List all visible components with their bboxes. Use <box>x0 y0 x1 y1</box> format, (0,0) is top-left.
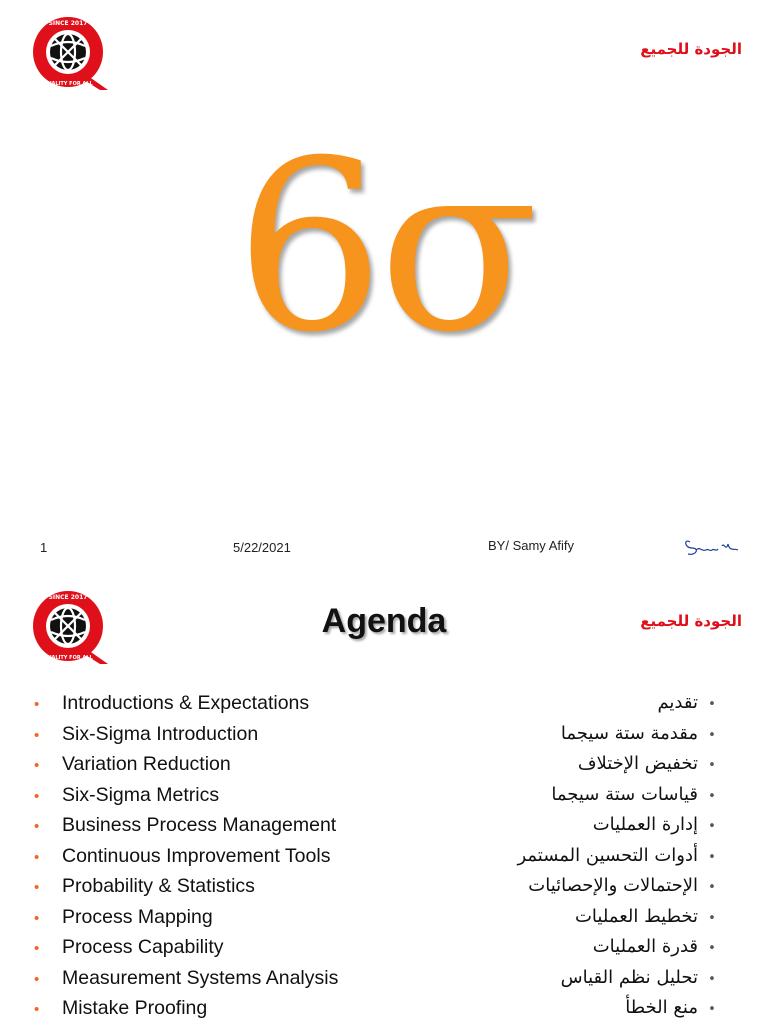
list-item <box>34 810 338 841</box>
agenda-item-ar: قياسات ستة سيجما <box>551 783 698 805</box>
agenda-item-ar: تخفيض الإختلاف <box>577 753 698 774</box>
bullet-icon: • <box>34 940 40 957</box>
agenda-item-ar: منع الخطأ <box>625 997 698 1018</box>
page-number: 1 <box>40 540 48 555</box>
agenda-item-ar: الإحتمالات والإحصائيات <box>528 875 698 896</box>
list-item <box>517 902 726 933</box>
agenda-list-arabic <box>517 688 726 1024</box>
bullet-icon: • <box>708 1002 716 1017</box>
six-sigma-headline: 6σ <box>235 111 533 384</box>
agenda-list-english <box>34 688 338 1024</box>
agenda-item-ar: إدارة العمليات <box>592 814 698 835</box>
agenda-item-ar: مقدمة ستة سيجما <box>560 722 698 744</box>
agenda-item-en: Process Mapping <box>62 905 213 928</box>
bullet-icon: • <box>34 787 40 805</box>
bullet-icon: • <box>708 758 716 773</box>
agenda-item-en: Introductions & Expectations <box>62 692 310 714</box>
bullet-icon: • <box>34 879 40 896</box>
bullet-icon: • <box>34 818 40 835</box>
bullet-icon: • <box>34 909 40 927</box>
bullet-icon: • <box>708 971 716 987</box>
agenda-item-en: Six-Sigma Metrics <box>62 783 220 806</box>
list-item <box>34 688 338 719</box>
list-item <box>34 780 338 811</box>
agenda-item-en: Variation Reduction <box>62 753 231 775</box>
list-item <box>34 719 338 750</box>
signature-icon <box>682 534 742 562</box>
agenda-item-ar: تقديم <box>657 692 698 713</box>
list-item <box>34 902 338 933</box>
bullet-icon: • <box>708 819 716 834</box>
list-item <box>517 780 726 811</box>
brand-arabic-name: الجودة للجميع <box>640 40 742 58</box>
author-credit: BY/ Samy Afify <box>488 538 574 553</box>
list-item <box>517 749 726 780</box>
agenda-item-en: Six-Sigma Introduction <box>62 722 259 745</box>
bullet-icon: • <box>34 726 40 744</box>
svg-text:SINCE 2017: SINCE 2017 <box>48 20 88 27</box>
svg-text:QUALITY FOR ALL: QUALITY FOR ALL <box>43 655 93 661</box>
slide-date: 5/22/2021 <box>233 540 291 555</box>
bullet-icon: • <box>708 727 716 743</box>
agenda-item-ar: تحليل نظم القياس <box>560 966 698 988</box>
agenda-item-ar: قدرة العمليات <box>592 936 698 957</box>
list-item <box>517 719 726 750</box>
bullet-icon: • <box>34 970 40 988</box>
bullet-icon: • <box>34 696 40 713</box>
list-item <box>34 993 338 1024</box>
agenda-item-en: Measurement Systems Analysis <box>62 966 339 989</box>
list-item <box>517 963 726 994</box>
agenda-item-en: Business Process Management <box>62 814 337 836</box>
bullet-icon: • <box>34 848 40 866</box>
agenda-title: Agenda <box>321 602 447 640</box>
bullet-icon: • <box>34 757 40 774</box>
list-item <box>34 749 338 780</box>
list-item <box>34 932 338 963</box>
bullet-icon: • <box>34 1001 40 1018</box>
agenda-item-en: Probability & Statistics <box>62 875 255 897</box>
list-item <box>34 871 338 902</box>
bullet-icon: • <box>708 880 716 895</box>
svg-text:SINCE 2017: SINCE 2017 <box>48 594 88 601</box>
agenda-slide <box>0 580 768 1024</box>
bullet-icon: • <box>708 941 716 956</box>
list-item <box>517 688 726 719</box>
list-item <box>517 932 726 963</box>
list-item <box>517 871 726 902</box>
agenda-item-en: Mistake Proofing <box>62 997 208 1019</box>
list-item <box>517 810 726 841</box>
bullet-icon: • <box>708 849 716 865</box>
svg-text:QUALITY FOR ALL: QUALITY FOR ALL <box>43 81 93 87</box>
agenda-item-en: Process Capability <box>62 936 224 958</box>
agenda-item-en: Continuous Improvement Tools <box>62 844 331 867</box>
agenda-item-ar: تخطيط العمليات <box>574 905 698 927</box>
list-item <box>34 841 338 872</box>
bullet-icon: • <box>708 697 716 712</box>
quality-for-all-logo <box>30 14 114 92</box>
brand-arabic-name: الجودة للجميع <box>640 612 742 630</box>
list-item <box>34 963 338 994</box>
list-item <box>517 841 726 872</box>
list-item <box>517 993 726 1024</box>
agenda-item-ar: أدوات التحسين المستمر <box>517 844 698 866</box>
bullet-icon: • <box>708 788 716 804</box>
bullet-icon: • <box>708 910 716 926</box>
